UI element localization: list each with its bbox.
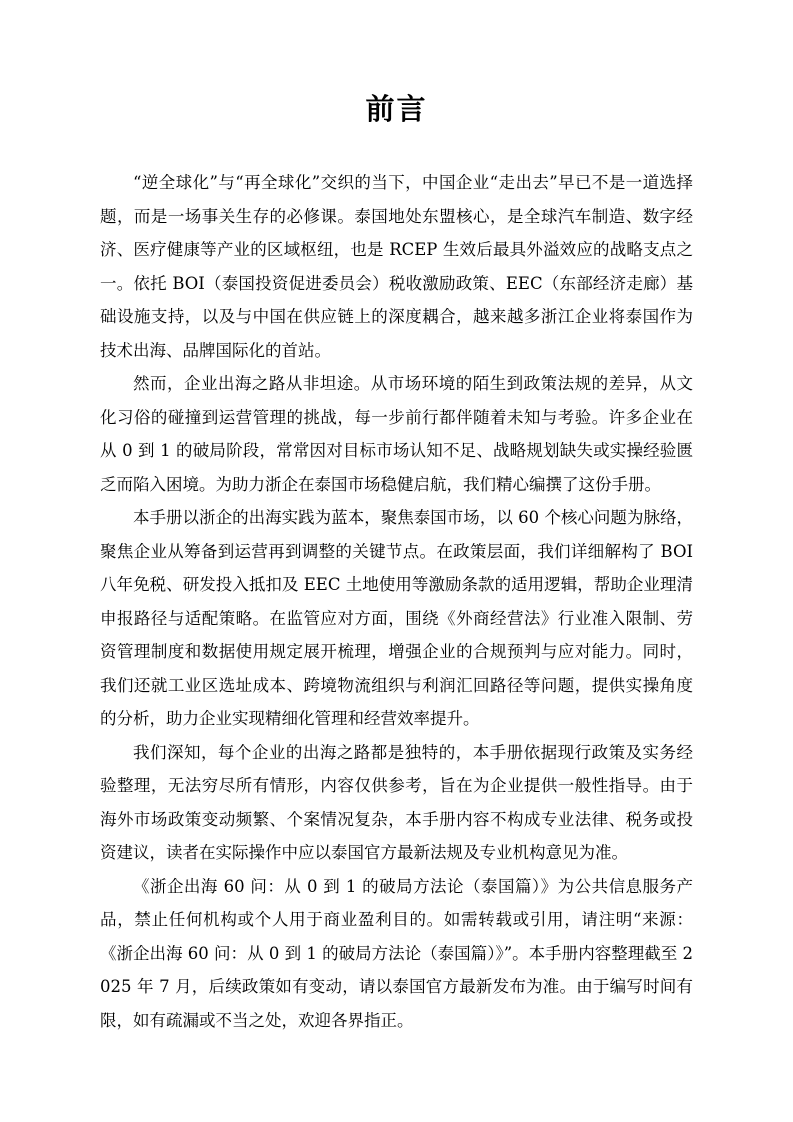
paragraph: 然而，企业出海之路从非坦途。从市场环境的陌生到政策法规的差异，从文化习俗的碰撞到运营管理的挑战，每一步前行都伴随着未知与考验。许多企业在从 0 到 1 的破局阶段，常常因对目标市场认知不足、战略规划缺失或实操经验匮乏而陷入困境。为助力浙企在泰国市场稳健启航，我们精心编撰了这份手册。 <box>100 374 693 494</box>
document-body <box>100 166 693 1037</box>
paragraph: 我们深知，每个企业的出海之路都是独特的，本手册依据现行政策及实务经验整理，无法穷尽所有情形，内容仅供参考，旨在为企业提供一般性指导。由于海外市场政策变动频繁、个案情况复杂，本手册内容不构成专业法律、税务或投资建议，读者在实际操作中应以泰国官方最新法规及专业机构意见为准。 <box>100 742 693 862</box>
paragraph: 《浙企出海 60 问：从 0 到 1 的破局方法论（泰国篇）》为公共信息服务产品，禁止任何机构或个人用于商业盈利目的。如需转载或引用，请注明“来源：《浙企出海 60 问：从 0 到 1 的破局方法论（泰国篇）》”。本手册内容整理截至 2025 年 7 月，后续政策如有变动，请以泰国官方最新发布为准。由于编写时间有限，如有疏漏或不当之处，欢迎各界指正。 <box>100 876 693 1030</box>
paragraph: “逆全球化”与“再全球化”交织的当下，中国企业“走出去”早已不是一道选择题，而是一场事关生存的必修课。泰国地处东盟核心，是全球汽车制造、数字经济、医疗健康等产业的区域枢纽，也是 RCEP 生效后最具外溢效应的战略支点之一。依托 BOI（泰国投资促进委员会）税收激励政策、EEC（东部经济走廊）基础设施支持，以及与中国在供应链上的深度耦合，越来越多浙江企业将泰国作为技术出海、品牌国际化的首站。 <box>100 173 693 360</box>
page-title: 前言 <box>365 92 428 126</box>
paragraph: 本手册以浙企的出海实践为蓝本，聚焦泰国市场，以 60 个核心问题为脉络，聚焦企业从筹备到运营再到调整的关键节点。在政策层面，我们详细解构了 BOI 八年免税、研发投入抵扣及 EEC 土地使用等激励条款的适用逻辑，帮助企业理清申报路径与适配策略。在监管应对方面，围绕《外商经营法》行业准入限制、劳资管理制度和数据使用规定展开梳理，增强企业的合规预判与应对能力。同时，我们还就工业区选址成本、跨境物流组织与利润汇回路径等问题，提供实操角度的分析，助力企业实现精细化管理和经营效率提升。 <box>100 508 693 728</box>
